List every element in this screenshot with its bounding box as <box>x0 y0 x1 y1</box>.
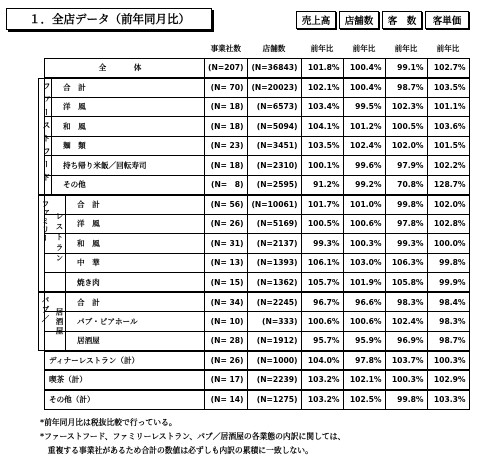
table-row <box>38 234 469 254</box>
cell-unitprice: 98.4% <box>427 292 469 312</box>
cell-stores: (N=2245) <box>247 292 301 312</box>
cell-sales: 104.1% <box>301 117 343 137</box>
cell-sales: 96.7% <box>301 292 343 312</box>
table-row <box>38 351 469 371</box>
cell-stores: (N=2595) <box>247 175 301 195</box>
cell-customers: 105.8% <box>385 273 427 293</box>
cell-stores: (N=2137) <box>247 234 301 254</box>
cell-storecount: 100.4% <box>343 58 385 78</box>
row-label: その他（計） <box>45 390 205 410</box>
cell-stores: (N=5169) <box>247 214 301 234</box>
cell-storecount: 96.6% <box>343 292 385 312</box>
cell-storecount: 101.2% <box>343 117 385 137</box>
cell-customers: 99.8% <box>385 195 427 215</box>
table-row <box>38 156 469 176</box>
cell-unitprice: 100.3% <box>427 351 469 371</box>
legend-sales: 売上高 <box>296 11 336 29</box>
cell-customers: 106.3% <box>385 253 427 273</box>
row-label: 和 風 <box>45 117 205 137</box>
cell-customers: 70.8% <box>385 175 427 195</box>
group-label-pub-b: 居酒屋 <box>55 308 64 337</box>
cell-customers: 98.3% <box>385 292 427 312</box>
table-row <box>38 214 469 234</box>
cell-unitprice: 98.7% <box>427 331 469 351</box>
cell-customers: 99.8% <box>385 390 427 410</box>
cell-sales: 103.2% <box>301 390 343 410</box>
cell-unitprice: 99.8% <box>427 253 469 273</box>
cell-stores: (N=333) <box>247 312 301 332</box>
cell-stores: (N=2239) <box>247 370 301 390</box>
cell-unitprice: 102.9% <box>427 370 469 390</box>
legend-stores: 店舗数 <box>339 11 379 29</box>
cell-companies: (N= 18) <box>205 117 248 137</box>
cell-companies: (N= 26) <box>205 351 248 371</box>
cell-stores: (N=1393) <box>247 253 301 273</box>
cell-storecount: 99.5% <box>343 97 385 117</box>
cell-unitprice: 101.5% <box>427 136 469 156</box>
cell-storecount: 101.0% <box>343 195 385 215</box>
cell-sales: 106.1% <box>301 253 343 273</box>
cell-unitprice: 102.7% <box>427 58 469 78</box>
cell-storecount: 101.9% <box>343 273 385 293</box>
row-label: 合 計 <box>45 292 205 312</box>
cell-customers: 100.5% <box>385 117 427 137</box>
page-title: １．全店データ（前年同月比） <box>6 8 212 30</box>
cell-storecount: 100.4% <box>343 78 385 98</box>
cell-companies: (N= 18) <box>205 156 248 176</box>
row-label: 和 風 <box>45 234 205 254</box>
cell-storecount: 102.5% <box>343 390 385 410</box>
group-label-fast-food: ファーストフード <box>42 82 51 186</box>
cell-customers: 102.0% <box>385 136 427 156</box>
cell-unitprice: 101.1% <box>427 97 469 117</box>
col-header-companies: 事業社数 <box>210 44 241 54</box>
cell-storecount: 100.6% <box>343 312 385 332</box>
table-row <box>38 58 469 78</box>
col-header-stores: 店舗数 <box>262 44 286 54</box>
cell-customers: 96.9% <box>385 331 427 351</box>
row-label: パブ・ビアホール <box>45 312 205 332</box>
cell-stores: (N=10061) <box>247 195 301 215</box>
cell-stores: (N=20023) <box>247 78 301 98</box>
table-row <box>38 117 469 137</box>
cell-sales: 104.0% <box>301 351 343 371</box>
cell-companies: (N= 56) <box>205 195 248 215</box>
row-label: 持ち帰り米飯／回転寿司 <box>45 156 205 176</box>
row-label: 全 体 <box>45 58 205 78</box>
cell-sales: 100.5% <box>301 214 343 234</box>
row-label: その他 <box>45 175 205 195</box>
legend-customers: 客 数 <box>382 11 422 29</box>
cell-sales: 105.7% <box>301 273 343 293</box>
cell-customers: 100.3% <box>385 370 427 390</box>
row-label: 喫茶（計） <box>45 370 205 390</box>
cell-companies: (N= 23) <box>205 136 248 156</box>
cell-unitprice: 99.9% <box>427 273 469 293</box>
cell-storecount: 102.1% <box>343 370 385 390</box>
header-row <box>38 40 469 58</box>
cell-sales: 100.1% <box>301 156 343 176</box>
table-row <box>38 136 469 156</box>
cell-stores: (N=1000) <box>247 351 301 371</box>
row-label: ディナーレストラン（計） <box>45 351 205 371</box>
cell-unitprice: 98.3% <box>427 312 469 332</box>
cell-storecount: 95.9% <box>343 331 385 351</box>
cell-companies: (N= 10) <box>205 312 248 332</box>
cell-unitprice: 102.0% <box>427 195 469 215</box>
cell-sales: 91.2% <box>301 175 343 195</box>
col-header-storecount: 前年比 <box>352 44 376 54</box>
cell-companies: (N= 28) <box>205 331 248 351</box>
col-header-sales: 前年比 <box>310 44 334 54</box>
legend-unit-price: 客単価 <box>425 11 469 29</box>
cell-sales: 99.3% <box>301 234 343 254</box>
cell-unitprice: 102.8% <box>427 214 469 234</box>
cell-stores: (N=1275) <box>247 390 301 410</box>
data-table <box>38 40 470 410</box>
table-row <box>38 253 469 273</box>
cell-sales: 100.6% <box>301 312 343 332</box>
table-row <box>38 175 469 195</box>
row-label: 中 華 <box>45 253 205 273</box>
legend-boxes <box>296 11 469 29</box>
cell-customers: 97.9% <box>385 156 427 176</box>
cell-customers: 102.4% <box>385 312 427 332</box>
cell-customers: 98.7% <box>385 78 427 98</box>
table-row <box>38 195 469 215</box>
cell-sales: 101.7% <box>301 195 343 215</box>
cell-unitprice: 128.7% <box>427 175 469 195</box>
cell-customers: 103.7% <box>385 351 427 371</box>
cell-stores: (N=3451) <box>247 136 301 156</box>
cell-unitprice: 103.5% <box>427 78 469 98</box>
cell-sales: 102.1% <box>301 78 343 98</box>
cell-storecount: 100.6% <box>343 214 385 234</box>
cell-sales: 103.4% <box>301 97 343 117</box>
cell-companies: (N= 26) <box>205 214 248 234</box>
cell-unitprice: 102.2% <box>427 156 469 176</box>
cell-customers: 99.1% <box>385 58 427 78</box>
cell-companies: (N= 14) <box>205 390 248 410</box>
footnote-2: *ファーストフード、ファミリーレストラン、パブ／居酒屋の各業態の内訳に関しては、 <box>40 432 346 441</box>
table-row <box>38 273 469 293</box>
cell-unitprice: 100.0% <box>427 234 469 254</box>
cell-storecount: 103.0% <box>343 253 385 273</box>
group-label-pub-a: パブ／ <box>41 296 50 325</box>
footnotes <box>40 416 345 458</box>
cell-stores: (N=2310) <box>247 156 301 176</box>
cell-stores: (N=5094) <box>247 117 301 137</box>
cell-companies: (N= 70) <box>205 78 248 98</box>
cell-stores: (N=36843) <box>247 58 301 78</box>
cell-companies: (N= 34) <box>205 292 248 312</box>
row-label: 合 計 <box>45 78 205 98</box>
cell-companies: (N= 18) <box>205 97 248 117</box>
cell-customers: 99.3% <box>385 234 427 254</box>
cell-companies: (N= 13) <box>205 253 248 273</box>
cell-companies: (N= 8) <box>205 175 248 195</box>
table-row <box>38 78 469 98</box>
col-header-unitprice: 前年比 <box>436 44 460 54</box>
footnote-1: *前年同月比は税抜比較で行っている。 <box>40 418 177 427</box>
cell-storecount: 97.8% <box>343 351 385 371</box>
table-row <box>38 390 469 410</box>
cell-storecount: 102.4% <box>343 136 385 156</box>
cell-customers: 97.8% <box>385 214 427 234</box>
table-row <box>38 331 469 351</box>
row-label: 麺 類 <box>45 136 205 156</box>
row-label: 合 計 <box>45 195 205 215</box>
row-label: 焼き肉 <box>45 273 205 293</box>
table-row <box>38 292 469 312</box>
table-row <box>38 370 469 390</box>
cell-unitprice: 103.6% <box>427 117 469 137</box>
cell-sales: 103.2% <box>301 370 343 390</box>
cell-companies: (N= 15) <box>205 273 248 293</box>
table-row <box>38 312 469 332</box>
cell-unitprice: 103.3% <box>427 390 469 410</box>
table-row <box>38 97 469 117</box>
row-label: 居酒屋 <box>45 331 205 351</box>
row-label: 洋 風 <box>45 214 205 234</box>
cell-stores: (N=6573) <box>247 97 301 117</box>
row-label: 洋 風 <box>45 97 205 117</box>
cell-storecount: 99.6% <box>343 156 385 176</box>
cell-storecount: 99.2% <box>343 175 385 195</box>
cell-sales: 101.8% <box>301 58 343 78</box>
footnote-3: 重複する事業社があるため合計の数値は必ずしも内訳の累積に一致しない。 <box>40 446 313 455</box>
cell-customers: 102.3% <box>385 97 427 117</box>
cell-companies: (N=207) <box>205 58 248 78</box>
cell-companies: (N= 31) <box>205 234 248 254</box>
group-label-family-a: ファミリー <box>41 200 50 243</box>
group-label-family-b: レストラン <box>55 212 64 265</box>
cell-storecount: 100.3% <box>343 234 385 254</box>
cell-sales: 95.7% <box>301 331 343 351</box>
cell-stores: (N=1362) <box>247 273 301 293</box>
cell-companies: (N= 17) <box>205 370 248 390</box>
cell-stores: (N=1912) <box>247 331 301 351</box>
cell-sales: 103.5% <box>301 136 343 156</box>
col-header-customers: 前年比 <box>394 44 418 54</box>
